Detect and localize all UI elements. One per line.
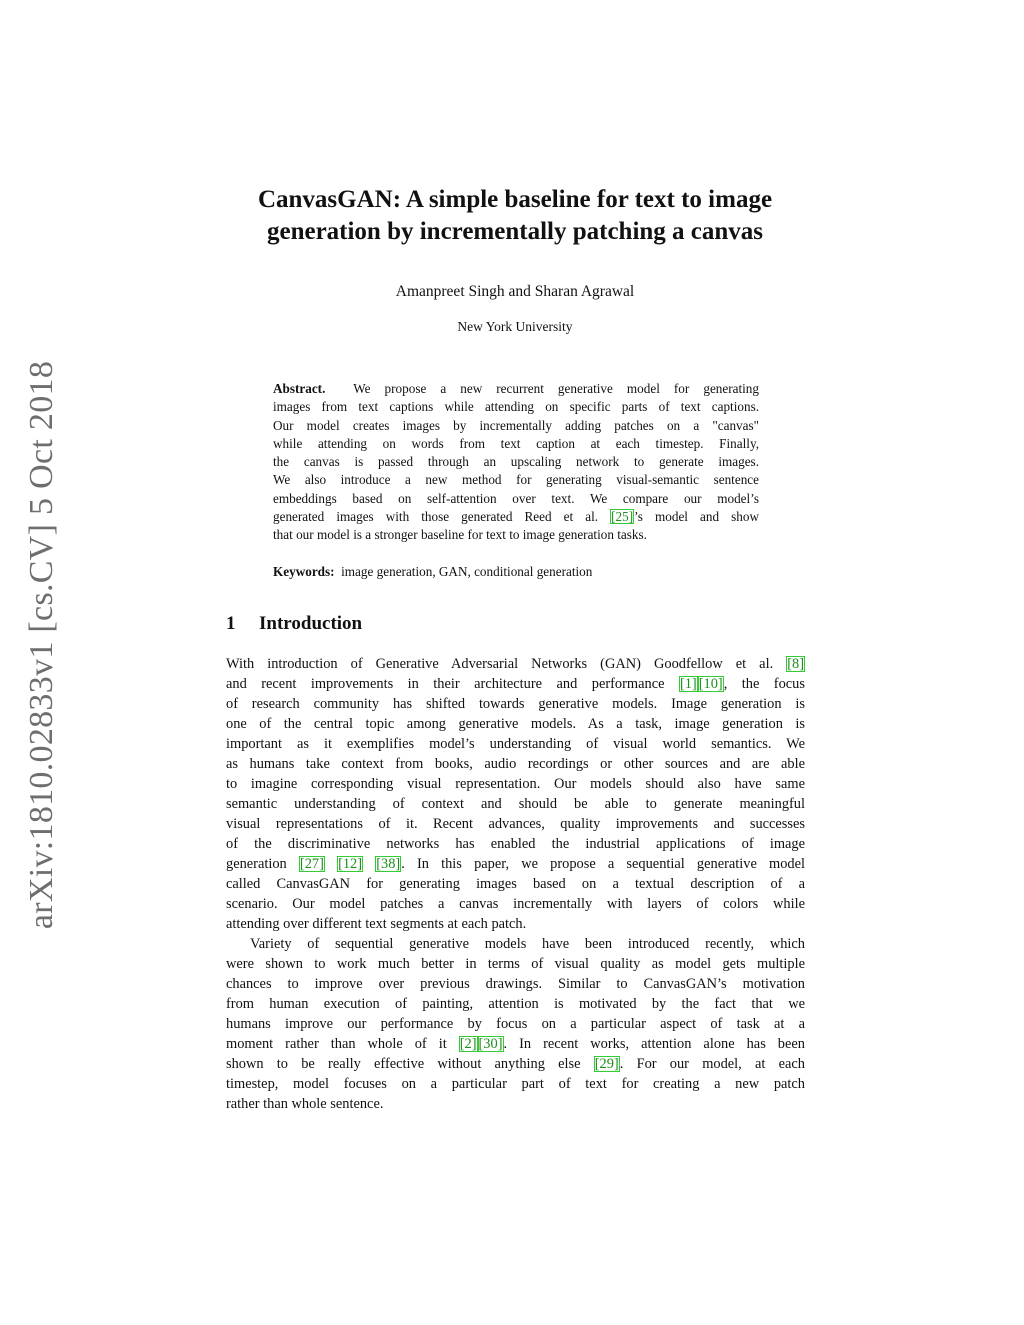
text-line: humans improve our performance by focus on a particular aspect of task at a [226, 1016, 805, 1032]
section-heading-introduction [226, 613, 362, 635]
text-line: of research community has shifted towards generative models. Image generation is [226, 696, 805, 712]
title-line-2: generation by incrementally patching a canvas [266, 218, 764, 245]
citation-link[interactable]: [10] [698, 676, 723, 692]
paper-title [160, 184, 870, 248]
abstract-line: We also introduce a new method for generating visual-semantic sentence [273, 472, 759, 488]
text-line: rather than whole sentence. [226, 1096, 384, 1112]
citation-link[interactable]: [30] [478, 1036, 503, 1052]
keywords-label: Keywords: [273, 564, 335, 579]
abstract-line: generated images with those generated Reed et al. [25]’s model and show [273, 509, 759, 525]
arxiv-identifier-stamp: arXiv:1810.02833v1 [cs.CV] 5 Oct 2018 [23, 360, 60, 930]
citation-link[interactable]: [27] [299, 856, 324, 872]
text-line: one of the central topic among generative models. As a task, image generation is [226, 716, 805, 732]
text-line: generation [27] [12] [38]. In this paper, we propose a sequential generative model [226, 856, 805, 872]
citation-link[interactable]: [25] [611, 509, 634, 525]
abstract-line: that our model is a stronger baseline for text to image generation tasks. [273, 527, 647, 543]
citation-link[interactable]: [2] [459, 1036, 477, 1052]
text-line: called CanvasGAN for generating images based on a textual description of a [226, 876, 805, 892]
text-line: were shown to work much better in terms of visual quality as model gets multiple [226, 956, 805, 972]
text-line: and recent improvements in their architecture and performance [1] [10], the focus [226, 676, 805, 692]
intro-paragraph-1 [226, 654, 805, 934]
text-line: scenario. Our model patches a canvas incrementally with layers of colors while [226, 896, 805, 912]
section-title: Introduction [259, 613, 363, 634]
citation-link[interactable]: [38] [376, 856, 401, 872]
abstract-label: Abstract. [273, 381, 326, 396]
text-line: timestep, model focuses on a particular part of text for creating a new patch [226, 1076, 805, 1092]
citation-link[interactable]: [1] [679, 676, 697, 692]
text-line: to imagine corresponding visual representation. Our models should also have same [226, 776, 805, 792]
citation-link[interactable]: [8] [787, 656, 804, 672]
abstract-line: images from text captions while attending on specific parts of text captions. [273, 399, 759, 415]
abstract-line: while attending on words from text caption at each timestep. Finally, [273, 435, 759, 451]
abstract-line: the canvas is passed through an upscaling network to generate images. [273, 454, 759, 470]
abstract-line: Our model creates images by incrementally adding patches on a "canvas" [273, 417, 759, 433]
keywords [273, 564, 759, 580]
text-line: chances to improve over previous drawings. Similar to CanvasGAN’s motivation [226, 976, 805, 992]
citation-link[interactable]: [29] [594, 1056, 619, 1072]
text-line: Variety of sequential generative models have been introduced recently, which [250, 936, 805, 952]
text-line: of the discriminative networks has enabled the industrial applications of image [226, 836, 805, 852]
keywords-text: image generation, GAN, conditional generation [341, 564, 593, 579]
text-line: With introduction of Generative Adversarial Networks (GAN) Goodfellow et al. [8] [226, 656, 804, 672]
text-line: moment rather than whole of it [2] [30]. In recent works, attention alone has been [226, 1036, 805, 1052]
text-line: as humans take context from books, audio recordings or other sources and are able [226, 756, 805, 772]
title-line-1: CanvasGAN: A simple baseline for text to image [257, 186, 773, 213]
abstract-line: Abstract. We propose a new recurrent generative model for generating [273, 381, 759, 396]
text-line: important as it exemplifies model’s understanding of visual world semantics. We [226, 736, 805, 752]
citation-link[interactable]: [12] [338, 856, 363, 872]
text-line: visual representations of it. Recent advances, quality improvements and successes [226, 816, 805, 832]
intro-paragraph-2 [226, 934, 805, 1114]
paper-authors: Amanpreet Singh and Sharan Agrawal [395, 283, 635, 300]
text-line: attending over different text segments at each patch. [226, 916, 527, 932]
author-affiliation: New York University [457, 319, 573, 334]
text-line: from human execution of painting, attention is motivated by the fact that we [226, 996, 805, 1012]
abstract [273, 380, 759, 545]
abstract-line: embeddings based on self-attention over text. We compare our model’s [273, 490, 759, 506]
section-number: 1 [226, 613, 236, 634]
text-line: semantic understanding of context and should be able to generate meaningful [226, 796, 805, 812]
text-line: shown to be really effective without anything else [29]. For our model, at each [226, 1056, 805, 1072]
